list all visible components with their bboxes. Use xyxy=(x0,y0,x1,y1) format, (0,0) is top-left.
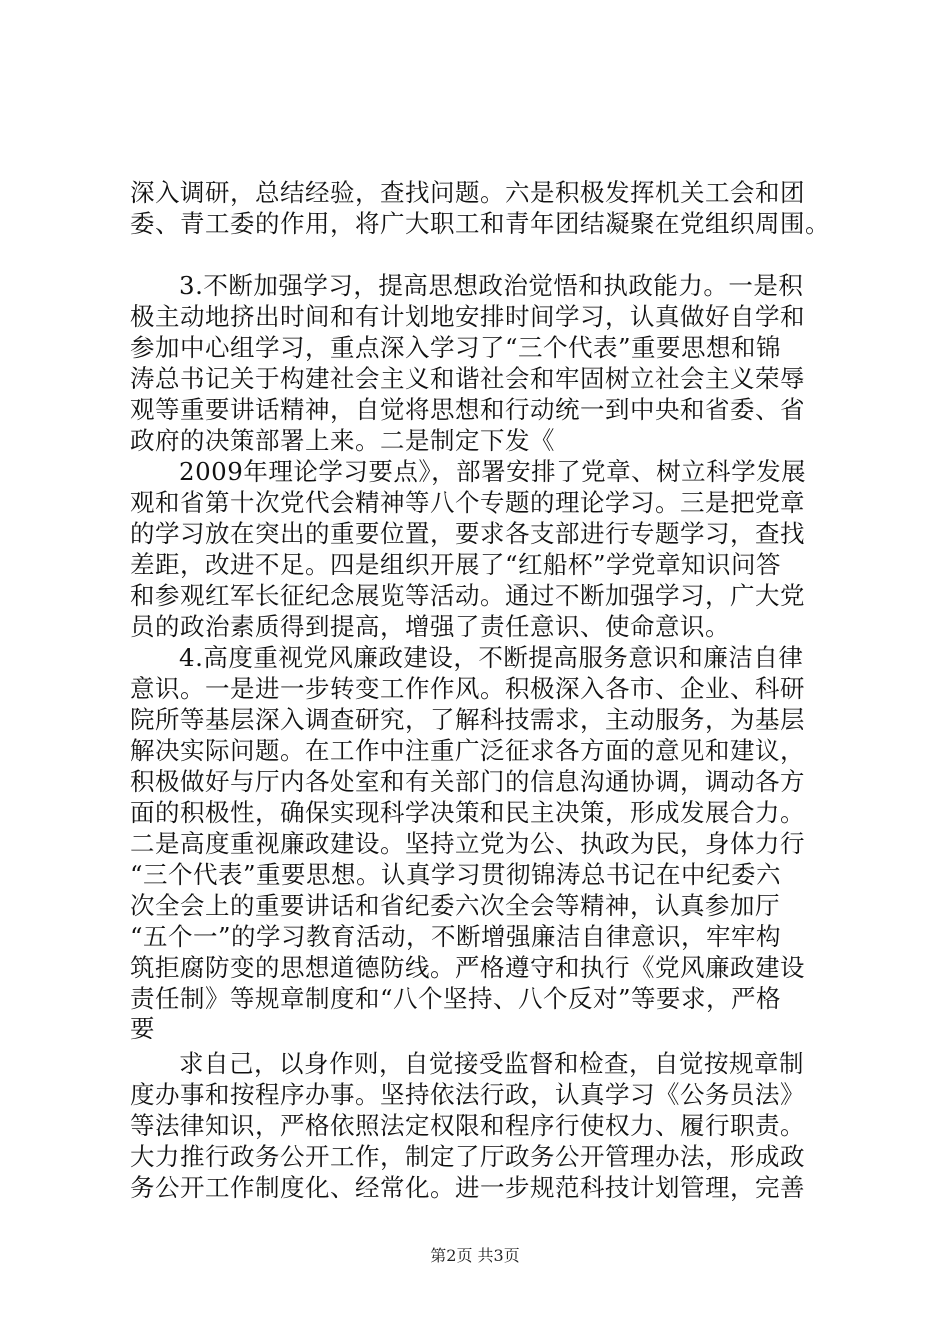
text-line: 务公开工作制度化、经常化。进一步规范科技计划管理，完善 xyxy=(130,1173,805,1202)
text-line: 要 xyxy=(130,1014,155,1043)
text-line: 积极做好与厅内各处室和有关部门的信息沟通协调，调动各方 xyxy=(130,767,805,796)
text-line: 和参观红军长征纪念展览等活动。通过不断加强学习，广大党 xyxy=(130,581,805,610)
text-line: 观和省第十次党代会精神等八个专题的理论学习。三是把党章 xyxy=(130,488,805,517)
text-line: 深入调研，总结经验，查找问题。六是积极发挥机关工会和团 xyxy=(130,178,805,207)
text-line: 参加中心组学习，重点深入学习了“三个代表”重要思想和锦 xyxy=(130,333,782,362)
text-line: 的学习放在突出的重要位置，要求各支部进行专题学习，查找 xyxy=(130,519,805,548)
text-line: 意识。一是进一步转变工作作风。积极深入各市、企业、科研 xyxy=(130,674,805,703)
text-line: 委、青工委的作用，将广大职工和青年团结凝聚在党组织周围。 xyxy=(130,209,830,238)
text-line: 次全会上的重要讲话和省纪委六次全会等精神，认真参加厅 xyxy=(130,891,780,920)
text-line: 观等重要讲话精神，自觉将思想和行动统一到中央和省委、省 xyxy=(130,395,805,424)
text-line: “三个代表”重要思想。认真学习贯彻锦涛总书记在中纪委六 xyxy=(130,860,782,889)
text-line: “五个一”的学习教育活动，不断增强廉洁自律意识，牢牢构 xyxy=(130,922,782,951)
text-line: 政府的决策部署上来。二是制定下发《 xyxy=(130,426,555,455)
text-line: 员的政治素质得到提高，增强了责任意识、使命意识。 xyxy=(130,612,730,641)
text-line: 面的积极性，确保实现科学决策和民主决策，形成发展合力。 xyxy=(130,798,805,827)
text-line: 3.不断加强学习，提高思想政治觉悟和执政能力。一是积 xyxy=(179,271,804,300)
text-line: 解决实际问题。在工作中注重广泛征求各方面的意见和建议， xyxy=(130,736,805,765)
text-line: 差距，改进不足。四是组织开展了“红船杯”学党章知识问答 xyxy=(130,550,782,579)
text-line: 责任制》等规章制度和“八个坚持、八个反对”等要求，严格 xyxy=(130,984,782,1013)
text-line: 等法律知识，严格依照法定权限和程序行使权力、履行职责。 xyxy=(130,1111,805,1140)
text-line: 院所等基层深入调查研究，了解科技需求，主动服务，为基层 xyxy=(130,705,805,734)
text-line: 二是高度重视廉政建设。坚持立党为公、执政为民，身体力行 xyxy=(130,829,805,858)
text-line: 求自己，以身作则，自觉接受监督和检查，自觉按规章制 xyxy=(179,1049,804,1078)
text-line: 筑拒腐防变的思想道德防线。严格遵守和执行《党风廉政建设 xyxy=(130,953,805,982)
text-line: 极主动地挤出时间和有计划地安排时间学习，认真做好自学和 xyxy=(130,302,805,331)
text-line: 4.高度重视党风廉政建设，不断提高服务意识和廉洁自律 xyxy=(179,643,804,672)
text-line: 大力推行政务公开工作，制定了厅政务公开管理办法，形成政 xyxy=(130,1142,805,1171)
page-footer: 第2页 共3页 xyxy=(430,1246,520,1265)
text-line: 度办事和按程序办事。坚持依法行政，认真学习《公务员法》 xyxy=(130,1080,805,1109)
text-line: 涛总书记关于构建社会主义和谐社会和牢固树立社会主义荣辱 xyxy=(130,364,805,393)
text-line: 2009年理论学习要点》，部署安排了党章、树立科学发展 xyxy=(179,457,807,486)
